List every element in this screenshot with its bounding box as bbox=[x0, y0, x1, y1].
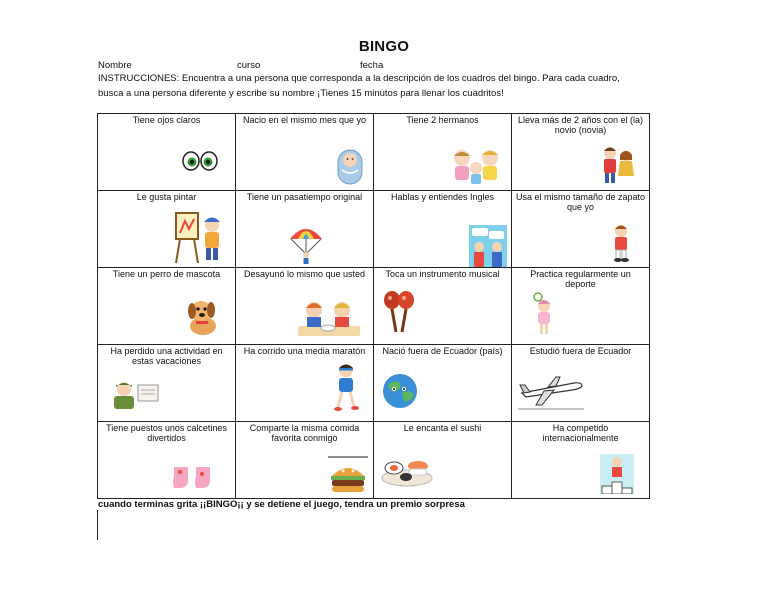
curso-label: curso bbox=[237, 60, 261, 71]
cell-text: Tiene puestos unos calcetines divertidos bbox=[106, 423, 227, 443]
cell-text: Comparte la misma comida favorita conmigo bbox=[249, 423, 360, 443]
bingo-grid bbox=[97, 113, 650, 499]
cell-text: Hablas y entiendes Ingles bbox=[390, 192, 495, 202]
cell-text: Nacio en el mismo mes que yo bbox=[242, 115, 367, 125]
bingo-cell[interactable] bbox=[512, 191, 650, 268]
dog-icon bbox=[184, 296, 222, 338]
couple-icon bbox=[598, 144, 638, 186]
burger-icon bbox=[328, 456, 368, 496]
siblings-icon bbox=[450, 148, 504, 188]
painter-icon bbox=[174, 209, 226, 265]
bingo-cell[interactable] bbox=[236, 422, 374, 499]
cell-text: Tiene ojos claros bbox=[132, 115, 201, 125]
cell-text: Usa el mismo tamaño de zapato que yo bbox=[515, 192, 646, 212]
speech-bubbles-icon bbox=[469, 225, 507, 267]
instructions-line-2: busca a una persona diferente y escribe su nombre ¡Tienes 15 minutos para llenar los cuadritos! bbox=[98, 88, 504, 99]
bingo-cell[interactable] bbox=[98, 268, 236, 345]
bingo-cell[interactable] bbox=[374, 114, 512, 191]
cell-text: Ha competido internacionalmente bbox=[542, 423, 619, 443]
cell-text: Tiene un perro de mascota bbox=[112, 269, 221, 279]
bingo-cell[interactable] bbox=[236, 268, 374, 345]
bingo-cell[interactable] bbox=[512, 422, 650, 499]
breakfast-kids-icon bbox=[298, 298, 360, 340]
bingo-cell[interactable] bbox=[374, 268, 512, 345]
cell-text: Tiene 2 hermanos bbox=[406, 115, 479, 125]
hiker-icon bbox=[108, 379, 160, 409]
bingo-cell[interactable] bbox=[236, 191, 374, 268]
maracas-icon bbox=[382, 290, 416, 334]
bingo-cell[interactable] bbox=[512, 268, 650, 345]
globe-icon bbox=[380, 371, 420, 411]
tennis-girl-icon bbox=[530, 292, 556, 336]
runner-icon bbox=[332, 363, 360, 413]
child-shoe-icon bbox=[610, 223, 632, 263]
bingo-row bbox=[98, 345, 650, 422]
cell-text: Le encanta el sushi bbox=[403, 423, 482, 433]
cell-text: Ha corrido una media maratón bbox=[243, 346, 366, 356]
cell-text: Nació fuera de Ecuador (país) bbox=[382, 346, 503, 356]
bingo-cell[interactable] bbox=[98, 191, 236, 268]
cell-text: Estudió fuera de Ecuador bbox=[529, 346, 632, 356]
cell-text: Toca un instrumento musical bbox=[385, 269, 500, 279]
bingo-cell[interactable] bbox=[374, 422, 512, 499]
eyes-icon bbox=[182, 150, 218, 172]
bingo-cell[interactable] bbox=[236, 345, 374, 422]
cell-text: Le gusta pintar bbox=[136, 192, 197, 202]
parachute-icon bbox=[288, 225, 324, 265]
nombre-label: Nombre bbox=[98, 60, 132, 71]
bingo-cell[interactable] bbox=[512, 114, 650, 191]
podium-icon bbox=[600, 454, 634, 494]
margin-line bbox=[97, 510, 98, 540]
page-title: BINGO bbox=[358, 38, 410, 55]
cell-text: Desayunó lo mismo que usted bbox=[243, 269, 366, 279]
sushi-icon bbox=[380, 452, 434, 488]
socks-icon bbox=[170, 462, 220, 490]
footer-note: cuando terminas grita ¡¡BINGO¡¡ y se detiene el juego, tendra un premio sorpresa bbox=[98, 499, 465, 510]
baby-icon bbox=[336, 148, 364, 186]
cell-text: Tiene un pasatiempo original bbox=[246, 192, 363, 202]
bingo-row bbox=[98, 268, 650, 345]
cell-text: Practica regularmente un deporte bbox=[530, 269, 631, 289]
bingo-row bbox=[98, 114, 650, 191]
bingo-cell[interactable] bbox=[98, 345, 236, 422]
bingo-cell[interactable] bbox=[98, 422, 236, 499]
bingo-cell[interactable] bbox=[98, 114, 236, 191]
cell-text: Ha perdido una actividad en estas vacaciones bbox=[110, 346, 223, 366]
instructions-line-1: INSTRUCCIONES: Encuentra a una persona que corresponda a la descripción de los cuadros del bingo. Para cada cuadro, bbox=[98, 73, 620, 84]
bingo-cell[interactable] bbox=[512, 345, 650, 422]
airplane-icon bbox=[516, 371, 586, 411]
bingo-cell[interactable] bbox=[374, 345, 512, 422]
bingo-cell[interactable] bbox=[236, 114, 374, 191]
bingo-cell[interactable] bbox=[374, 191, 512, 268]
bingo-row bbox=[98, 422, 650, 499]
bingo-row bbox=[98, 191, 650, 268]
cell-text: Lleva más de 2 años con el (la) novio (novia) bbox=[517, 115, 644, 135]
fecha-label: fecha bbox=[360, 60, 384, 71]
